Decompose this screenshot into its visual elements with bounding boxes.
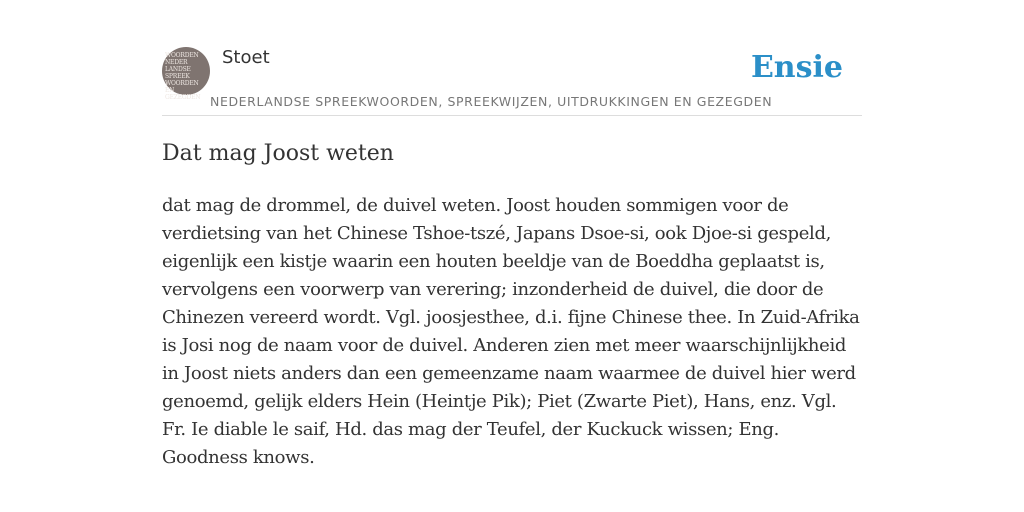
brand-logo[interactable]: Ensie (750, 50, 843, 85)
entry-card (162, 0, 862, 512)
divider (162, 115, 862, 116)
avatar[interactable] (162, 47, 210, 101)
avatar-logo-text: WOORDEN NEDER LANDSE SPREEK WOORDEN EN GEZEGDEN (165, 52, 201, 101)
entry-definition: dat mag de drommel, de duivel weten. Joost houden sommigen voor de verdietsing van het Chinese Tshoe-tszé, Japans Dsoe-si, ook Djoe-si gespeld, eigenlijk een kistje waarin een houten beeldje van de Boeddha geplaatst is, vervolgens een voorwerp van verering; inzonderheid de duivel, die door de Chinezen vereerd wordt. Vgl. joosjesthee, d.i. fijne Chinese thee. In Zuid-Afrika is Josi nog de naam voor de duivel. Anderen zien met meer waarschijnlijkheid in Joost niets anders dan een gemeenzame naam waarmee de duivel hier werd genoemd, gelijk elders Hein (Heintje Pik); Piet (Zwarte Piet), Hans, enz. Vgl. Fr. Ie diable le saif, Hd. das mag der Teufel, der Kuckuck wissen; Eng. Goodness knows. (162, 195, 860, 468)
entry-title: Dat mag Joost weten (162, 141, 394, 166)
author-name[interactable]: Stoet (222, 47, 270, 68)
source-title[interactable]: NEDERLANDSE SPREEKWOORDEN, SPREEKWIJZEN, UITDRUKKINGEN EN GEZEGDEN (210, 94, 773, 109)
